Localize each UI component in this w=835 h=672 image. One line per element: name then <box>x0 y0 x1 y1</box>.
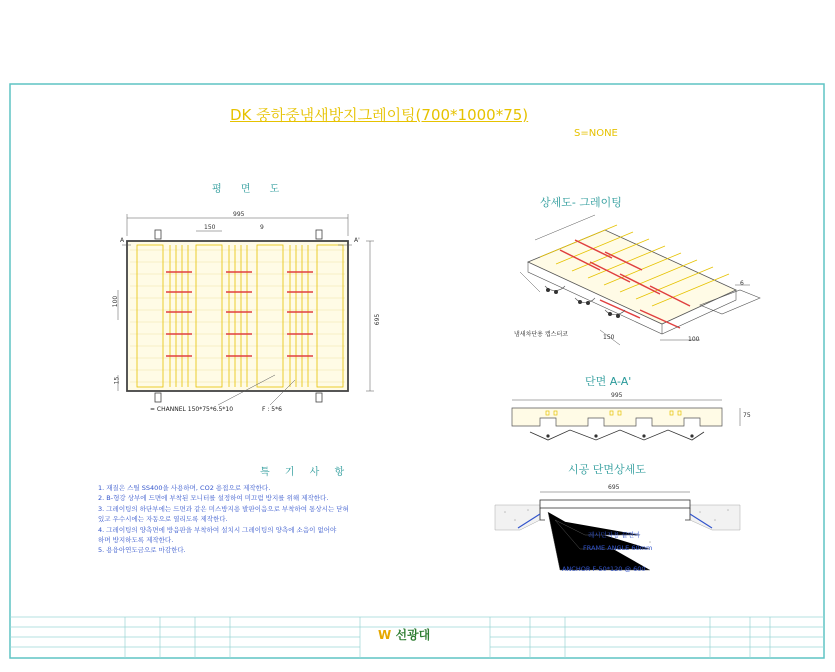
channel-label: = CHANNEL 150*75*6.5*10 <box>150 406 234 413</box>
notes-list <box>98 483 349 556</box>
note-item: 하며 방지하도록 제작한다. <box>98 536 174 545</box>
section-heading: 단면 A-A' <box>585 375 632 388</box>
notes-heading: 특 기 사 항 <box>260 467 351 478</box>
install-label-3: ANCHOR F-50*120 @ 600 <box>562 565 646 573</box>
plan-view <box>118 214 374 405</box>
logo-mark: W <box>378 628 392 642</box>
logo-text: 선광대 <box>395 628 431 642</box>
section-view <box>512 400 740 440</box>
drawing-scale: S=NONE <box>574 128 618 139</box>
plan-height-dim: 695 <box>374 313 382 326</box>
detail-label: 냄새차단용 캡스터코 <box>514 331 569 338</box>
section-mark-a-prime: A' <box>354 237 360 244</box>
note-item: 5. 용융아연도금으로 마감한다. <box>98 546 186 555</box>
plan-heading: 평 면 도 <box>212 184 288 195</box>
note-item: 4. 그레이팅의 양측면에 방음판을 부착하여 설치시 그레이팅의 양측에 소음이 없어야 <box>98 525 337 534</box>
detail-dim-1: 150 <box>603 334 615 341</box>
detail-view <box>520 215 760 345</box>
section-width-dim: 995 <box>611 392 623 399</box>
plan-pitch-dim: 150 <box>204 224 216 231</box>
note-item: 있고 우수시에는 자동으로 열리도록 제작한다. <box>98 515 228 524</box>
note-item: 3. 그레이팅의 하단부에는 드면과 같은 미스방지용 발판이음으로 부착하여 통상시는 닫혀 <box>98 504 349 513</box>
detail-heading: 상세도- 그레이팅 <box>540 196 622 209</box>
detail-dim-3: 6 <box>740 280 744 287</box>
install-label-1: 레시던자용 끝연마 <box>588 531 641 539</box>
install-label-2: FRAME ANGLE 60mm <box>583 544 653 552</box>
plan-width-dim: 995 <box>233 211 245 218</box>
plan-side-dim: 100 <box>112 295 120 308</box>
plan-bottom-dim: 15 <box>113 376 121 385</box>
install-heading: 시공 단면상세도 <box>568 463 646 476</box>
note-item: 2. B-형강 상부에 드면에 부착된 모니터를 설정하여 미끄럼 방지를 위해 제작한다. <box>98 494 329 503</box>
section-height-dim: 75 <box>743 412 751 419</box>
plan-gap-dim: 9 <box>260 224 264 231</box>
plan-frame <box>127 241 348 391</box>
note-item: 1. 재질은 스틸 SS400을 사용하며, CO2 용접으로 제작한다. <box>98 484 271 492</box>
company-logo <box>378 626 430 643</box>
section-mark-a: A <box>120 237 125 244</box>
install-width-dim: 695 <box>608 484 620 491</box>
detail-dim-2: 100 <box>688 336 700 343</box>
drawing-title: DK 중하중냄새방지그레이팅(700*1000*75) <box>230 106 529 124</box>
flat-label: F : 5*6 <box>262 406 282 413</box>
